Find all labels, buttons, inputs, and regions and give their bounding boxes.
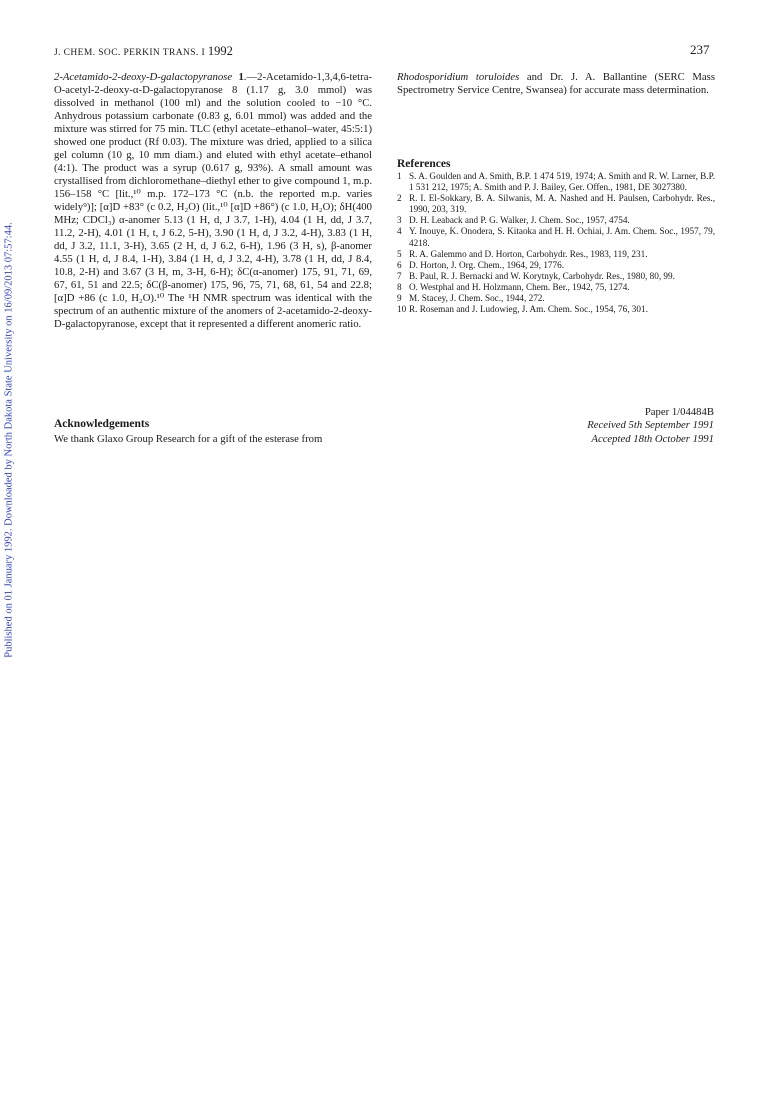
reference-text: R. I. El-Sokkary, B. A. Silwanis, M. A. Nashed and H. Paulsen, Carbohydr. Res., 1990, 203, 319. (409, 193, 715, 215)
download-note[interactable]: Published on 01 January 1992. Downloaded by North Dakota State University on 16/09/2013 07:57:44. (3, 221, 15, 658)
reference-text: R. Roseman and J. Ludowieg, J. Am. Chem. Soc., 1954, 76, 301. (409, 304, 648, 315)
reference-number: 10 (397, 304, 407, 315)
reference-text: D. Horton, J. Org. Chem., 1964, 29, 1776. (409, 259, 564, 270)
reference-text: B. Paul, R. J. Bernacki and W. Korytnyk, Carbohydr. Res., 1980, 80, 99. (409, 270, 675, 281)
reference-number: 9 (397, 293, 402, 304)
reference-number: 6 (397, 259, 402, 270)
reference-item (397, 193, 715, 215)
reference-number: 4 (397, 226, 402, 237)
right-column (397, 71, 715, 97)
reference-item (397, 260, 715, 271)
reference-number: 2 (397, 193, 402, 204)
acknowledgements-continuation (397, 71, 715, 97)
reference-item (397, 249, 715, 260)
reference-text: R. A. Galemmo and D. Horton, Carbohydr. Res., 1983, 119, 231. (409, 248, 648, 259)
reference-text: M. Stacey, J. Chem. Soc., 1944, 272. (409, 293, 545, 304)
reference-number: 7 (397, 270, 402, 281)
organism-name: Rhodosporidium toruloides (397, 71, 520, 83)
reference-text: S. A. Goulden and A. Smith, B.P. 1 474 519, 1974; A. Smith and R. W. Larner, B.P. 1 531 212, 1975; A. Smith and P. J. Bailey, Ger. Offen., 1981, DE 3027380. (409, 171, 715, 193)
references-list (397, 171, 715, 315)
reference-item (397, 226, 715, 248)
compound-title: 2-Acetamido-2-deoxy-D-galactopyranose (54, 71, 233, 83)
page-number: 237 (690, 42, 710, 57)
journal-year: 1992 (207, 44, 233, 58)
left-column (54, 71, 372, 331)
reference-text: Y. Inouye, K. Onodera, S. Kitaoka and H. H. Ochiai, J. Am. Chem. Soc., 1957, 79, 4218. (409, 226, 715, 248)
reference-number: 5 (397, 248, 402, 259)
reference-item (397, 215, 715, 226)
reference-item (397, 171, 715, 193)
experimental-text: .—2-Acetamido-1,3,4,6-tetra-O-acetyl-2-deoxy-α-D-galactopyranose 8 (1.17 g, 3.0 mmol) was dissolved in methanol (100 ml) and the solution cooled to −10 °C. Anhydrous potassium carbonate (0.83 g, 6.01 mmol) was added and the mixture was stirred for 75 min. TLC (ethyl acetate–ethanol–water, 45:5:1) showed one product (Rf 0.03). The mixture was dried, applied to a silica gel column (10 g, 10 mm diam.) and eluted with ethyl acetate–ethanol (4:1). The product was a syrup (0.617 g, 93%). A small amount was crystallised from dichloromethane–diethyl ether to give compound 1, m.p. 156–158 °C [lit.,¹⁰ m.p. 172–173 °C (n.b. the reported m.p. varies widely⁹)]; [α]D +83° (c 0.2, H₂O) (lit.,¹⁰ [α]D +86°) (c 1.0, H₂O); δH(400 MHz; CDCl₃) α-anomer 5.13 (1 H, d, J 3.7, 1-H), 4.04 (1 H, dd, J 3.7, 11.2, 2-H), 4.01 (1 H, t, J 6.2, 5-H), 3.90 (1 H, d, J 3.2, 4-H), 3.83 (1 H, dd, J 3.2, 11.1, 3-H), 3.65 (2 H, d, J 6.2, 6-H), 1.96 (3 H, s), β-anomer 4.55 (1 H, d, J 8.4, 1-H), 3.84 (1 H, d, J 3.2, 4-H), 3.78 (1 H, dd, J 8.4, 10.8, 2-H) and 3.67 (3 H, m, 3-H, 6-H); δC(α-anomer) 175, 91, 71, 69, 67, 61, 51 and 22.5; δC(β-anomer) 175, 96, 75, 71, 68, 61, 54 and 22.8; [α]D +86 (c 1.0, H₂O).¹⁰ The ¹H NMR spectrum was identical with the spectrum of an authentic mixture of the anomers of 2-acetamido-2-deoxy-D-galactopyranose, except that it represented a different anomeric ratio. (54, 71, 372, 330)
reference-item (397, 282, 715, 293)
running-header (54, 44, 233, 59)
reference-item (397, 271, 715, 282)
reference-number: 1 (397, 171, 402, 181)
reference-item (397, 293, 715, 304)
accepted-date: Accepted 18th October 1991 (591, 432, 714, 445)
acknowledgements-heading: Acknowledgements (54, 418, 150, 430)
acknowledgements-continuation-text: and Dr. J. A. Ballantine (SERC Mass Spectrometry Service Centre, Swansea) for accurate mass determination. (397, 71, 715, 96)
download-watermark (2, 212, 16, 667)
reference-text: O. Westphal and H. Holzmann, Chem. Ber., 1942, 75, 1274. (409, 281, 630, 292)
received-date: Received 5th September 1991 (587, 419, 714, 432)
compound-number: 1 (238, 71, 244, 83)
reference-number: 8 (397, 281, 402, 292)
reference-item (397, 304, 715, 315)
paper-info (520, 406, 714, 446)
experimental-paragraph (54, 71, 372, 331)
acknowledgements-text: We thank Glaxo Group Research for a gift of the esterase from (54, 433, 323, 445)
reference-number: 3 (397, 215, 402, 226)
journal-name: J. CHEM. SOC. PERKIN TRANS. I (54, 48, 206, 58)
reference-text: D. H. Leaback and P. G. Walker, J. Chem. Soc., 1957, 4754. (409, 215, 630, 226)
references-heading: References (397, 158, 451, 170)
paper-number: Paper 1/04484B (644, 406, 714, 418)
